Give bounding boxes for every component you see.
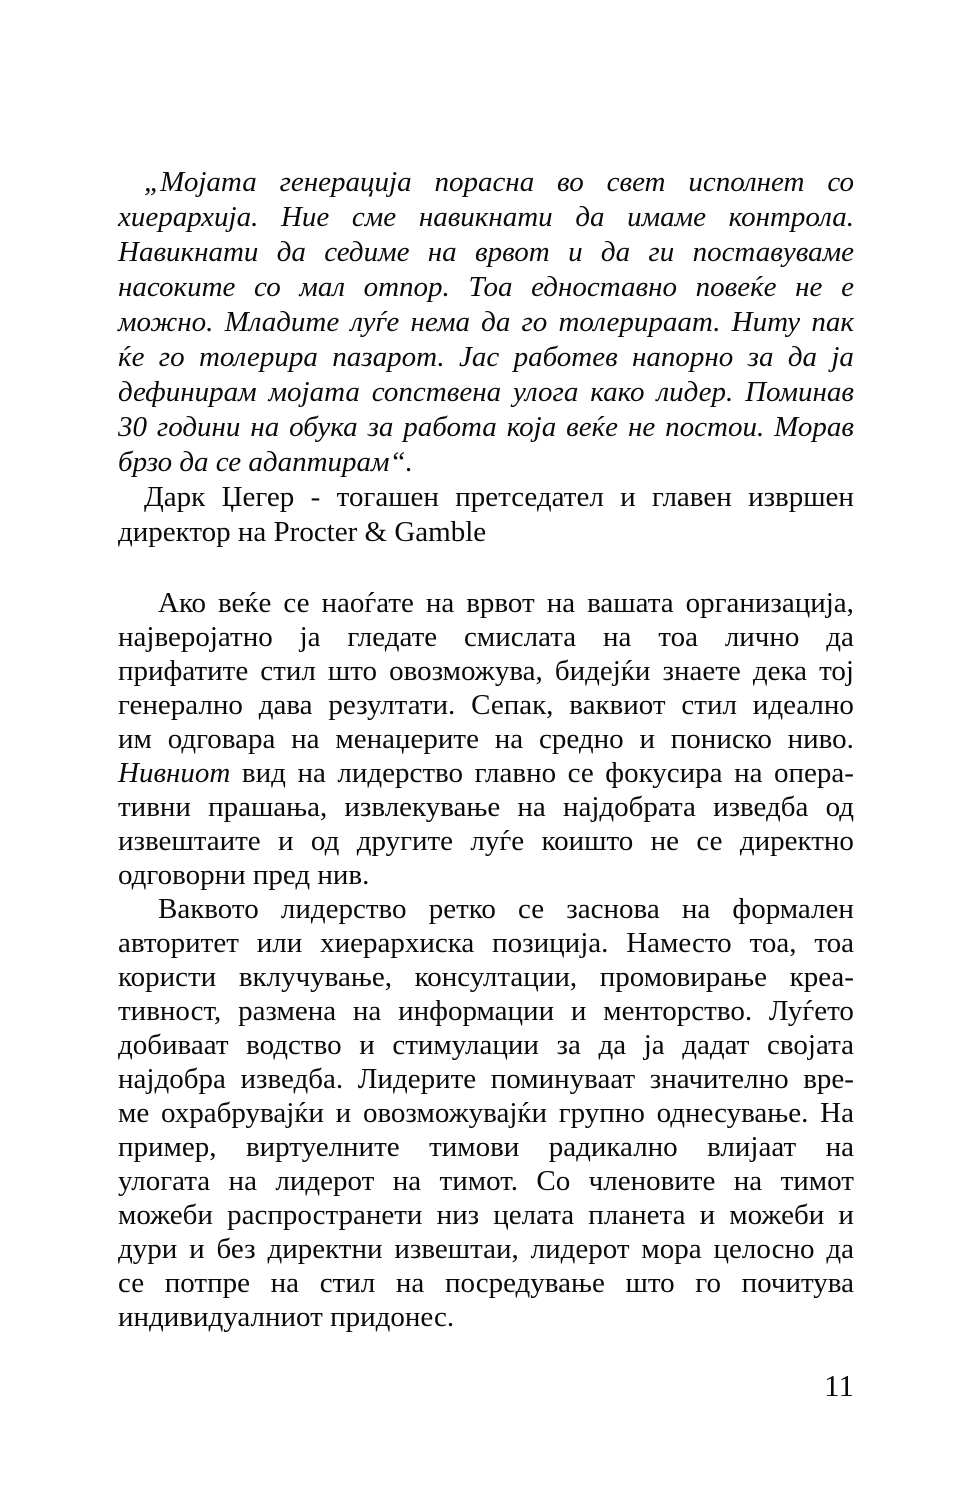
word: на xyxy=(546,587,576,619)
word: не xyxy=(650,825,680,857)
word: обука xyxy=(289,411,358,443)
word: Ние xyxy=(280,201,330,233)
word: се xyxy=(696,825,723,857)
word: ниво. xyxy=(787,723,854,755)
word: Јас xyxy=(458,341,500,373)
word: Лидерите xyxy=(357,1063,477,1095)
word: вре- xyxy=(803,1063,854,1095)
word: за xyxy=(367,411,394,443)
word: - xyxy=(310,481,321,513)
word: тој xyxy=(819,655,854,687)
word: и xyxy=(639,723,655,755)
word: на xyxy=(603,621,632,653)
word: пазарот. xyxy=(332,341,445,373)
word: ја xyxy=(643,1029,665,1061)
word: да xyxy=(787,341,817,373)
word: изведба xyxy=(713,791,809,823)
word: која xyxy=(506,411,557,443)
word: на xyxy=(291,723,320,755)
word: организација, xyxy=(685,587,854,619)
word: лидерство xyxy=(337,757,464,789)
word: средно xyxy=(538,723,624,755)
word: им xyxy=(118,723,152,755)
word: ја xyxy=(299,621,321,653)
word: нема xyxy=(410,306,470,338)
word: гледате xyxy=(347,621,438,653)
text-line xyxy=(118,654,854,688)
word: ќе xyxy=(118,341,145,373)
word: сопствена xyxy=(371,376,502,408)
page-text xyxy=(118,165,854,1334)
word: дадат xyxy=(682,1029,750,1061)
word: како xyxy=(590,376,645,408)
paragraph-body-2 xyxy=(118,892,854,1334)
word: пониско xyxy=(670,723,772,755)
word: Ниту xyxy=(731,306,801,338)
word: улогата xyxy=(118,1165,211,1197)
text-line: брзо да се адаптирам“. xyxy=(118,446,413,478)
word: што xyxy=(625,1267,675,1299)
word: и xyxy=(278,825,294,857)
word: работев xyxy=(513,341,618,373)
word: можеби xyxy=(729,1199,825,1231)
word: дури xyxy=(118,1233,178,1265)
word: фокусира xyxy=(605,757,723,789)
word: извлекување xyxy=(344,791,501,823)
word: формален xyxy=(732,893,854,925)
word: на xyxy=(427,236,457,268)
word: порасна xyxy=(434,166,535,198)
word: директно xyxy=(739,825,854,857)
text-line xyxy=(118,960,854,994)
text-line xyxy=(118,200,854,235)
word: на xyxy=(395,1267,425,1299)
word: мојата xyxy=(268,376,360,408)
word: на xyxy=(825,1131,854,1163)
word: луѓе xyxy=(470,825,525,857)
word: идеално xyxy=(752,689,854,721)
word: извештаи, xyxy=(394,1233,519,1265)
word: не xyxy=(627,411,656,443)
text-line xyxy=(118,1096,854,1130)
word: да xyxy=(575,201,605,233)
word: потпре xyxy=(164,1267,250,1299)
word: Тоа xyxy=(468,271,513,303)
word: На xyxy=(820,1097,854,1129)
text-line xyxy=(118,1232,854,1266)
word: или xyxy=(256,927,303,959)
word: од xyxy=(310,825,340,857)
word: промовирање xyxy=(599,961,767,993)
word: прифатите xyxy=(118,655,249,687)
word: и xyxy=(335,1097,352,1129)
word: Морав xyxy=(774,411,854,443)
text-line: одговорни пред нив. xyxy=(118,859,370,891)
word: резултати. xyxy=(328,689,456,721)
word: на xyxy=(228,1165,257,1197)
word: членовите xyxy=(588,1165,716,1197)
word: стимулации xyxy=(392,1029,539,1061)
word: веќе xyxy=(218,587,272,619)
word: опера- xyxy=(774,757,854,789)
text-line xyxy=(118,688,854,722)
word: пак xyxy=(811,306,854,338)
word: Луѓето xyxy=(768,995,854,1027)
word: одговара xyxy=(167,723,276,755)
page-number: 11 xyxy=(824,1368,854,1403)
text-line xyxy=(118,1164,854,1198)
text-line xyxy=(118,375,854,410)
word: другите xyxy=(356,825,454,857)
word: директни xyxy=(267,1233,383,1265)
word: на xyxy=(250,411,280,443)
word: главно xyxy=(474,757,557,789)
word: ги xyxy=(648,236,675,268)
word: и xyxy=(570,995,587,1027)
word: дефинирам xyxy=(118,376,257,408)
word: виртуелните xyxy=(245,1131,400,1163)
text-line xyxy=(118,1266,854,1300)
word: на xyxy=(352,995,382,1027)
word: планета xyxy=(588,1199,686,1231)
word: размена xyxy=(238,995,337,1027)
word: да xyxy=(276,236,306,268)
word: вклучување, xyxy=(238,961,392,993)
word: со xyxy=(827,166,854,198)
word: лидер. xyxy=(656,376,734,408)
word: Сепак, xyxy=(471,689,554,721)
word: најверојатно xyxy=(118,621,273,653)
text-line xyxy=(118,1198,854,1232)
word: целосно xyxy=(713,1233,815,1265)
word: свет xyxy=(606,166,666,198)
word: тимот. xyxy=(439,1165,518,1197)
word: тимот xyxy=(780,1165,854,1197)
word: Ако xyxy=(158,587,207,619)
word: својата xyxy=(767,1029,854,1061)
word: ваквиот xyxy=(569,689,666,721)
word: на xyxy=(494,723,524,755)
word: најдобрата xyxy=(562,791,696,823)
word: Навикнати xyxy=(118,236,259,268)
word: тивни xyxy=(118,791,191,823)
word: седиме xyxy=(324,236,410,268)
word: консултации, xyxy=(414,961,578,993)
word: врвот xyxy=(466,587,535,619)
word: овозможувајќи xyxy=(362,1097,547,1129)
word: тоа, xyxy=(749,927,797,959)
paragraph-quote xyxy=(118,165,854,480)
text-line xyxy=(118,1062,854,1096)
word: и xyxy=(620,481,636,513)
word: дава xyxy=(258,689,313,721)
word: користи xyxy=(118,961,217,993)
word: тоа xyxy=(814,927,854,959)
word: изведба. xyxy=(240,1063,344,1095)
word: го xyxy=(521,306,548,338)
text-line xyxy=(118,756,854,790)
word: генерација xyxy=(279,166,412,198)
word: менаџерите xyxy=(335,723,479,755)
word: извршен xyxy=(748,481,854,513)
word: прашања, xyxy=(208,791,328,823)
word: се xyxy=(518,893,545,925)
word: навикнати xyxy=(418,201,553,233)
word: Поминав xyxy=(745,376,854,408)
word: хиерархија. xyxy=(118,201,259,233)
text-line xyxy=(118,892,854,926)
word: авторитет xyxy=(118,927,239,959)
word: хиерархиска xyxy=(320,927,475,959)
word: не xyxy=(795,271,823,303)
word: толерираат. xyxy=(558,306,721,338)
word: контрола. xyxy=(728,201,854,233)
word: да xyxy=(826,1233,854,1265)
word: сме xyxy=(351,201,397,233)
word: исполнет xyxy=(688,166,805,198)
word: тивност, xyxy=(118,995,222,1027)
word: претседател xyxy=(455,481,604,513)
word: стил xyxy=(319,1267,376,1299)
word: позиција. xyxy=(492,927,609,959)
word: врвот xyxy=(475,236,550,268)
word: охрабрувајќи xyxy=(161,1097,324,1129)
word: да xyxy=(598,1029,627,1061)
word: целата xyxy=(493,1199,575,1231)
word: со xyxy=(254,271,281,303)
word: значително xyxy=(649,1063,789,1095)
word: имаме xyxy=(627,201,706,233)
word: на xyxy=(297,757,326,789)
word: Нивниот xyxy=(118,757,231,789)
word: на xyxy=(425,587,455,619)
word: лидерот xyxy=(275,1165,375,1197)
word: повеќе xyxy=(695,271,777,303)
word: радикално xyxy=(548,1131,678,1163)
word: да xyxy=(600,236,631,268)
text-line xyxy=(118,1028,854,1062)
word: се xyxy=(283,587,310,619)
word: информации xyxy=(398,995,555,1027)
word: на xyxy=(681,893,711,925)
word: 30 xyxy=(118,411,147,443)
word: години xyxy=(156,411,241,443)
word: мал xyxy=(299,271,345,303)
word: менторство. xyxy=(603,995,753,1027)
paragraph-body-1 xyxy=(118,586,854,892)
word: тоа xyxy=(658,621,698,653)
word: од xyxy=(825,791,854,823)
word: наоѓате xyxy=(321,587,414,619)
word: го xyxy=(158,341,185,373)
word: Наместо xyxy=(626,927,732,959)
word: за xyxy=(747,341,774,373)
word: веќе xyxy=(566,411,619,443)
word: лидерот xyxy=(530,1233,630,1265)
text-line xyxy=(118,480,854,515)
word: и xyxy=(699,1199,716,1231)
word: „Мојата xyxy=(144,166,257,198)
word: вид xyxy=(241,757,286,789)
word: и xyxy=(189,1233,205,1265)
word: најдобра xyxy=(118,1063,226,1095)
word: стил xyxy=(260,655,316,687)
word: Со xyxy=(536,1165,571,1197)
text-line xyxy=(118,165,854,200)
word: поставуваме xyxy=(692,236,854,268)
word: посредување xyxy=(444,1267,605,1299)
word: на xyxy=(517,791,546,823)
word: и xyxy=(359,1029,375,1061)
word: почитува xyxy=(741,1267,854,1299)
word: што xyxy=(327,655,378,687)
word: едноставно xyxy=(531,271,678,303)
word: да xyxy=(826,621,854,653)
word: ја xyxy=(831,341,854,373)
word: мора xyxy=(641,1233,702,1265)
text-line xyxy=(118,235,854,270)
word: бидејќи xyxy=(554,655,651,687)
word: смислата xyxy=(464,621,577,653)
text-line xyxy=(118,586,854,620)
word: и xyxy=(838,1199,854,1231)
word: лично xyxy=(724,621,800,653)
word: напорно xyxy=(632,341,734,373)
word: е xyxy=(841,271,854,303)
word: се xyxy=(118,1267,145,1299)
word: толерира xyxy=(198,341,318,373)
word: за xyxy=(556,1029,581,1061)
word: можеби xyxy=(118,1199,213,1231)
word: отпор. xyxy=(363,271,450,303)
word: главен xyxy=(652,481,732,513)
word: Џегер xyxy=(221,481,295,513)
word: тимови xyxy=(429,1131,520,1163)
word: го xyxy=(695,1267,721,1299)
word: на xyxy=(733,1165,763,1197)
text-line xyxy=(118,824,854,858)
text-line: директор на Procter & Gamble xyxy=(118,516,487,548)
word: низ xyxy=(436,1199,480,1231)
word: работа xyxy=(403,411,497,443)
word: се xyxy=(567,757,594,789)
word: на xyxy=(392,1165,422,1197)
word: ме xyxy=(118,1097,150,1129)
word: да xyxy=(481,306,511,338)
text-line xyxy=(118,926,854,960)
word: лидерство xyxy=(280,893,407,925)
word: заснова xyxy=(566,893,660,925)
text-line xyxy=(118,1130,854,1164)
word: коишто xyxy=(541,825,634,857)
word: тогашен xyxy=(336,481,439,513)
text-line xyxy=(118,270,854,305)
word: ретко xyxy=(428,893,496,925)
word: влијаат xyxy=(707,1131,797,1163)
text-line xyxy=(118,305,854,340)
word: генерално xyxy=(118,689,243,721)
word: стил xyxy=(681,689,737,721)
word: дека xyxy=(752,655,807,687)
word: однесување. xyxy=(656,1097,809,1129)
text-line xyxy=(118,410,854,445)
word: добиваат xyxy=(118,1029,229,1061)
word: Младите xyxy=(224,306,340,338)
word: знаете xyxy=(662,655,741,687)
word: извештаите xyxy=(118,825,261,857)
text-line xyxy=(118,620,854,654)
word: Дарк xyxy=(144,481,206,513)
word: на xyxy=(734,757,763,789)
word: овозможува, xyxy=(389,655,543,687)
word: Ваквото xyxy=(158,893,259,925)
word: вашата xyxy=(587,587,674,619)
word: распространети xyxy=(227,1199,423,1231)
word: можно. xyxy=(118,306,214,338)
text-line: индивидуалниот придонес. xyxy=(118,1301,455,1333)
word: групно xyxy=(558,1097,645,1129)
text-line xyxy=(118,790,854,824)
word: постои. xyxy=(665,411,765,443)
text-line xyxy=(118,722,854,756)
word: во xyxy=(557,166,584,198)
word: без xyxy=(216,1233,256,1265)
word: луѓе xyxy=(350,306,400,338)
text-line xyxy=(118,994,854,1028)
word: улога xyxy=(512,376,579,408)
word: водство xyxy=(246,1029,342,1061)
paragraph-attribution xyxy=(118,480,854,550)
word: насоките xyxy=(118,271,236,303)
word: и xyxy=(568,236,583,268)
word: поминуваат xyxy=(490,1063,636,1095)
word: на xyxy=(270,1267,300,1299)
word: пример, xyxy=(118,1131,217,1163)
word: креа- xyxy=(789,961,854,993)
text-line xyxy=(118,340,854,375)
